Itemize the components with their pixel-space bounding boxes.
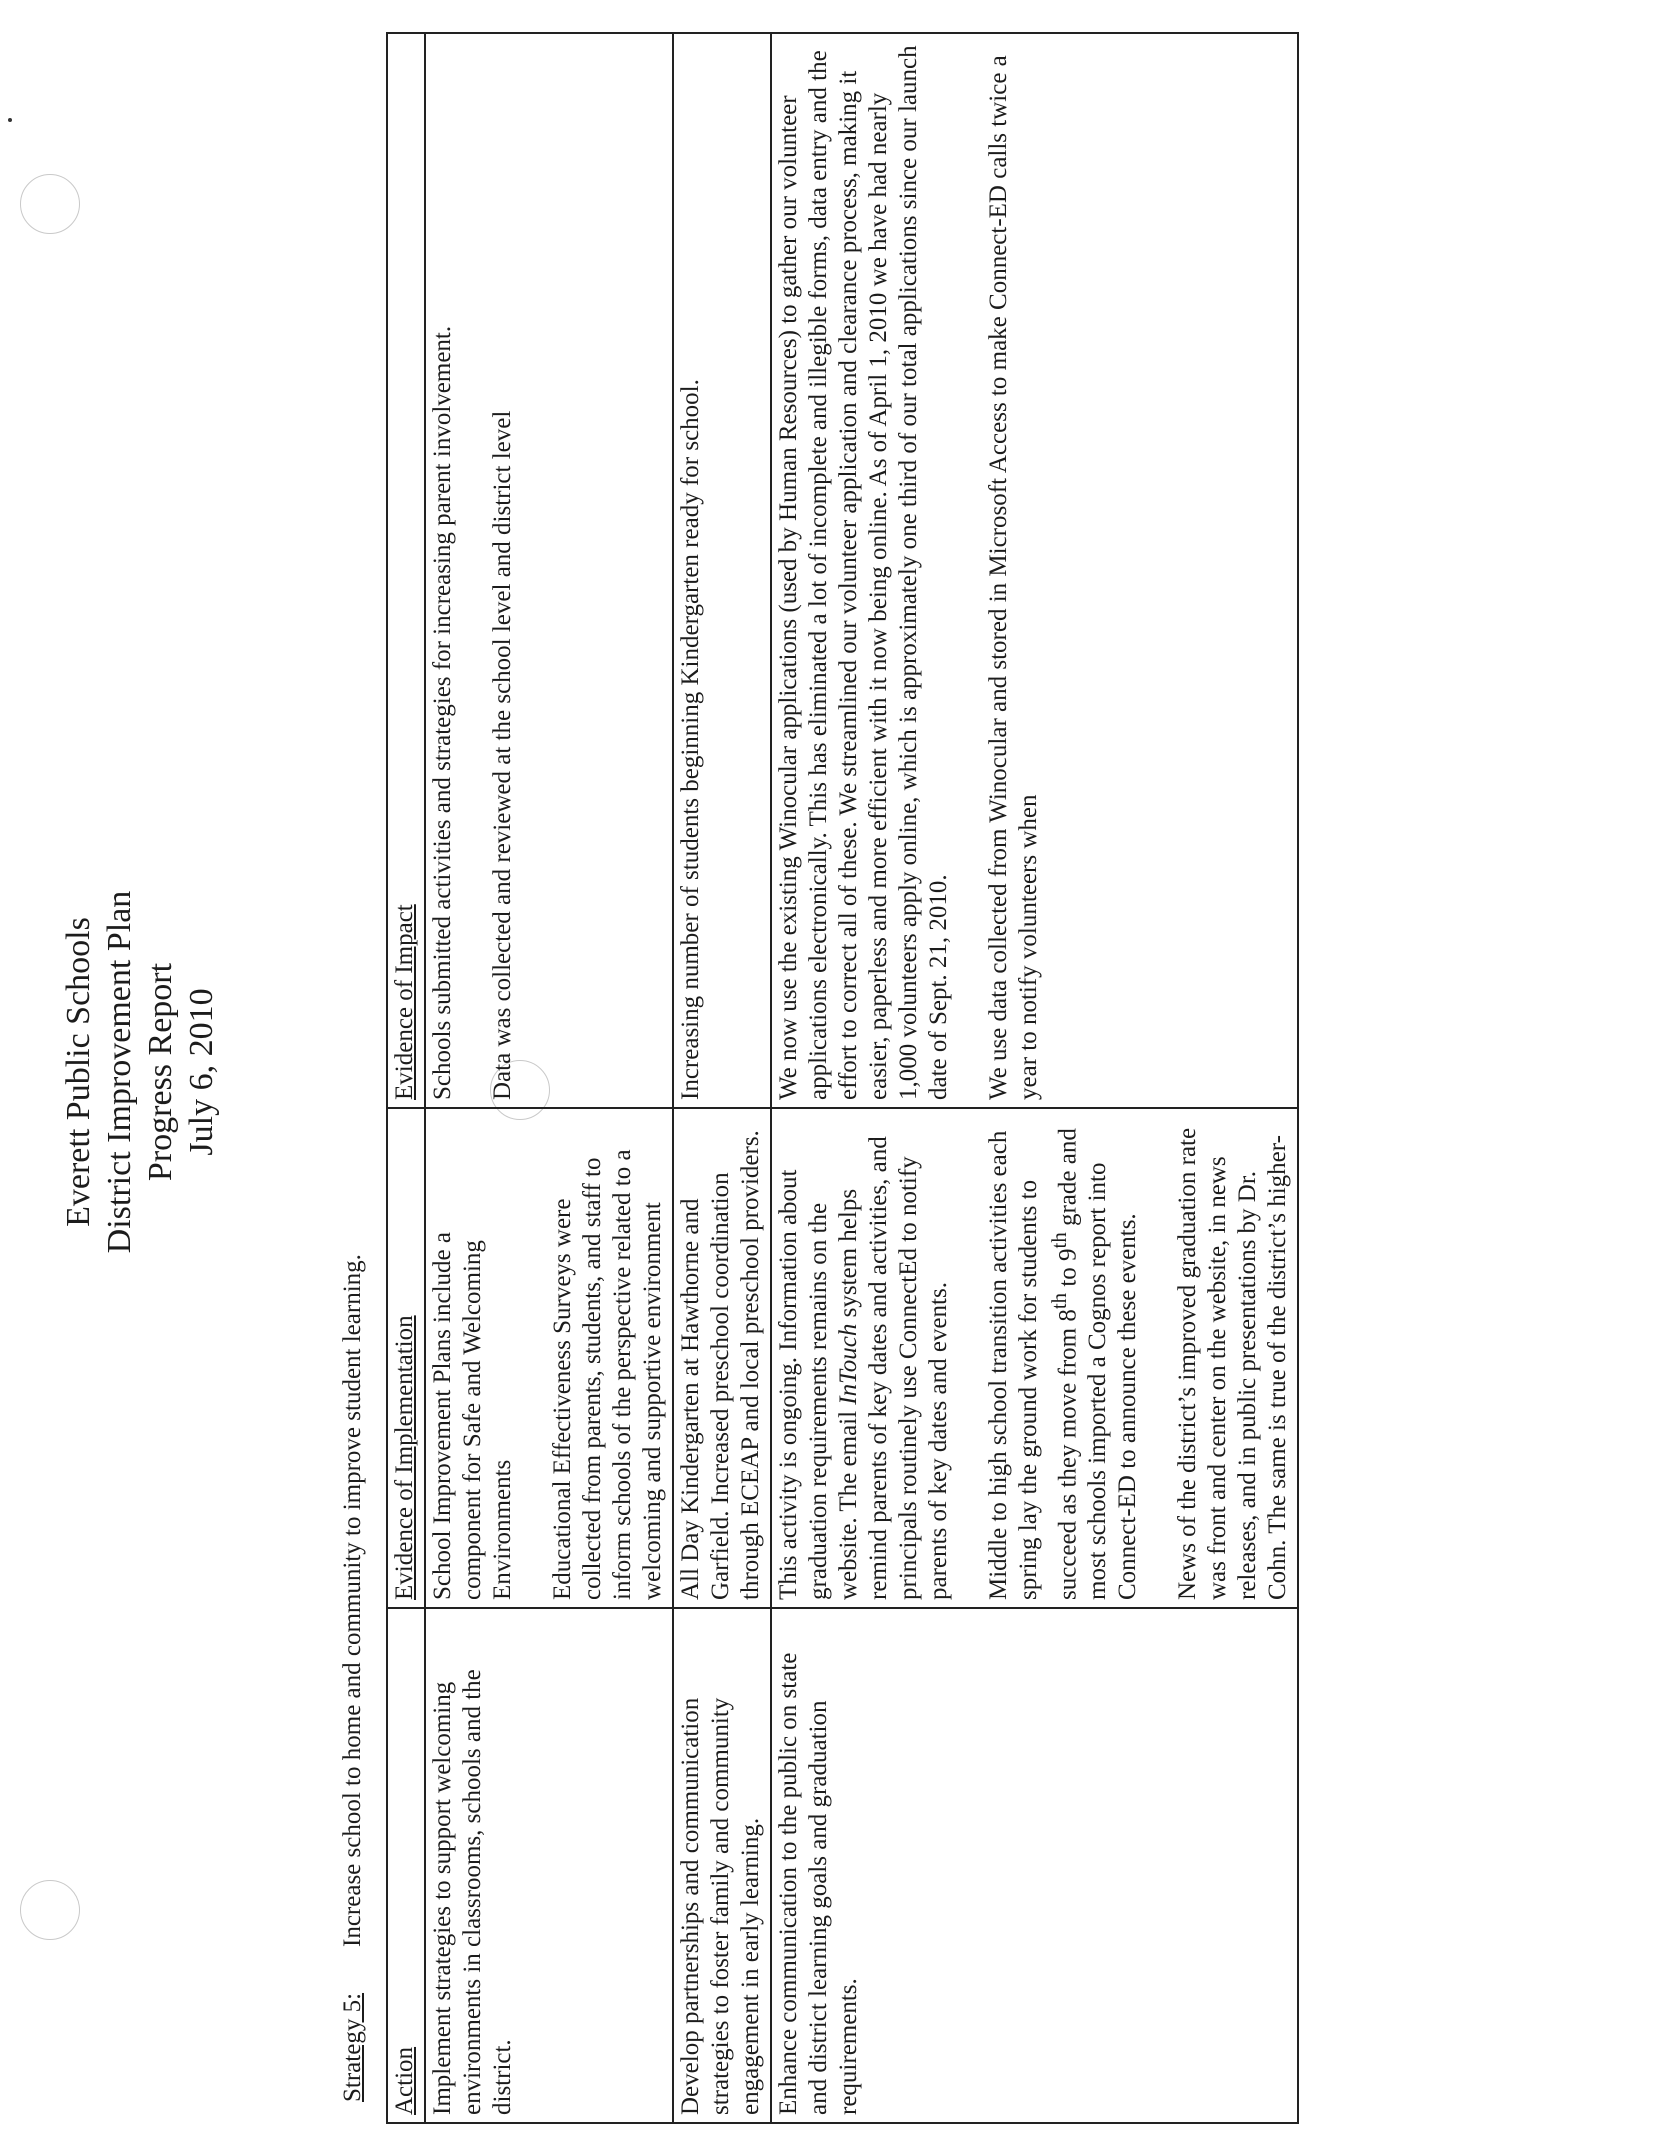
header-action: Action (387, 1608, 425, 2123)
action-cell: Enhance communication to the public on state and district learning goals and graduation requirements. (771, 1608, 1298, 2123)
implementation-paragraph: School Improvement Plans include a component for Safe and Welcoming Environments (429, 1232, 516, 1600)
header-line-1: Everett Public Schools (60, 917, 97, 1227)
impact-paragraph: Data was collected and reviewed at the school level and district level (489, 410, 516, 1100)
strategy-text: Increase school to home and community to improve student learning. (339, 1254, 366, 1947)
implementation-cell: All Day Kindergarten at Hawthorne and Garfield. Increased preschool coordination through ECEAP and local preschool providers. (673, 1108, 771, 1608)
header-line-4: July 6, 2010 (183, 988, 220, 1156)
table-row (425, 33, 673, 2123)
header-impact: Evidence of Impact (387, 33, 425, 1108)
implementation-paragraph: Middle to high school transition activities each spring lay the ground work for students to succeed as they move from 8th to 9th grade and most schools imported a Cognos report into Connect-ED to announce these events. (985, 1128, 1142, 1600)
implementation-paragraph: News of the district’s improved graduation rate was front and center on the website, in news releases, and in public presentations by Dr. Cohn. The same is true of the district’s higher- (1174, 1127, 1292, 1600)
strategy-line (338, 1254, 368, 2102)
impact-cell: Increasing number of students beginning Kindergarten ready for school. (673, 33, 771, 1108)
progress-table (386, 32, 1299, 2124)
table-row (673, 33, 771, 2123)
impact-paragraph: We use data collected from Winocular and stored in Microsoft Access to make Connect-ED calls twice a year to notify volunteers when (985, 55, 1042, 1100)
implementation-cell (771, 1108, 1298, 1608)
implementation-paragraph: This activity is ongoing. Information about graduation requirements remains on the website. The email InTouch system helps remind parents of key dates and activities, and principals routinely use ConnectEd to notify parents of key dates and events. (775, 1136, 952, 1600)
impact-cell (771, 33, 1298, 1108)
header-line-2: District Improvement Plan (101, 890, 138, 1254)
implementation-cell (425, 1108, 673, 1608)
action-cell: Develop partnerships and communication strategies to foster family and community engagement in early learning. (673, 1608, 771, 2123)
impact-cell (425, 33, 673, 1108)
impact-paragraph: We now use the existing Winocular applications (used by Human Resources) to gather our volunteer applications electronically. This has eliminated a lot of incomplete and illegible forms, data entry and the effort to correct all of these. We streamlined our volunteer application and clearance process, making it easier, paperless and more efficient with it now being online. As of April 1, 2010 we have had nearly 1,000 volunteers apply online, which is approximately one third of our total applications since our launch date of Sept. 21, 2010. (775, 45, 952, 1100)
impact-paragraph: Schools submitted activities and strategies for increasing parent involvement. (429, 325, 456, 1100)
table-row (771, 33, 1298, 2123)
header-line-3: Progress Report (142, 962, 179, 1182)
strategy-label: Strategy 5: (339, 1992, 366, 2102)
action-cell: Implement strategies to support welcoming environments in classrooms, schools and the district. (425, 1608, 673, 2123)
document-header (58, 0, 222, 2144)
header-implementation: Evidence of Implementation (387, 1108, 425, 1608)
table-header-row (387, 33, 425, 2123)
implementation-paragraph: Educational Effectiveness Surveys were collected from parents, students, and staff to inform schools of the perspective related to a welcoming and supportive environment (549, 1149, 666, 1600)
